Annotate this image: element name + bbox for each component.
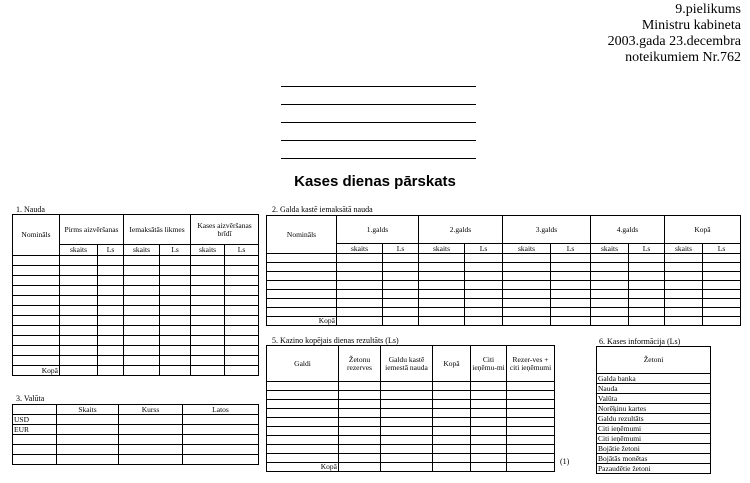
field-input-line[interactable]	[281, 86, 476, 87]
sub-ls: Ls	[225, 245, 259, 256]
table-row[interactable]	[267, 272, 741, 281]
info-label: Bojātie žetoni	[597, 444, 711, 454]
table-row[interactable]	[13, 425, 259, 435]
list-item[interactable]	[597, 414, 711, 424]
annex-regulation: noteikumiem Nr.762	[625, 50, 741, 65]
footnote-marker: (1)	[560, 457, 570, 466]
col-nominal: Nomināls	[267, 216, 337, 254]
col-table-3: 3.galds	[503, 216, 591, 244]
sub-count: skaits	[124, 245, 160, 256]
field-input-line[interactable]	[281, 104, 476, 105]
table-row[interactable]	[13, 296, 259, 306]
table-row[interactable]	[13, 306, 259, 316]
table-row[interactable]	[13, 435, 259, 445]
col-other-income: Citi ieņēmu-mi	[471, 346, 507, 382]
col-nominal: Nomināls	[13, 215, 60, 256]
col-table-2: 2.galds	[419, 216, 503, 244]
document-title: Kases dienas pārskats	[294, 173, 456, 190]
cash-table	[12, 214, 259, 376]
col-reserves-plus-income: Rezer-ves + citi ieņēmumi	[507, 346, 555, 382]
table-row[interactable]	[13, 346, 259, 356]
list-item[interactable]	[597, 404, 711, 414]
table-row[interactable]	[13, 445, 259, 455]
col-table-box-cash: Galdu kastē iemestā nauda	[381, 346, 433, 382]
col-at-closing: Kases aizvēršanas brīdī	[191, 215, 259, 245]
casino-result-table	[266, 345, 555, 472]
table-row[interactable]	[13, 316, 259, 326]
table-row[interactable]	[13, 326, 259, 336]
annex-number: 9.pielikums	[675, 2, 741, 17]
sub-ls: Ls	[98, 245, 124, 256]
section-1-label: 1. Nauda	[16, 205, 45, 214]
section-3-label: 3. Valūta	[16, 394, 45, 403]
total-label: Kopā	[267, 463, 339, 472]
list-item[interactable]	[597, 424, 711, 434]
info-label: Citi ieņēmumi	[597, 424, 711, 434]
sub-count: skaits	[337, 244, 383, 254]
info-label: Galda banka	[597, 374, 711, 384]
sub-ls: Ls	[160, 245, 191, 256]
info-label: Galdu rezultāts	[597, 414, 711, 424]
table-row[interactable]	[267, 427, 555, 436]
list-item[interactable]	[597, 394, 711, 404]
table-row[interactable]	[13, 455, 259, 465]
col-before-closing: Pirms aizvēršanas	[60, 215, 124, 245]
table-row[interactable]	[13, 356, 259, 366]
table-row[interactable]	[267, 299, 741, 308]
info-label: Citi ieņēmumi	[597, 434, 711, 444]
col-paid-bets: Iemaksātās likmes	[124, 215, 191, 245]
field-input-line[interactable]	[281, 158, 476, 159]
section-5-label: 5. Kazino kopējais dienas rezultāts (Ls)	[272, 336, 399, 345]
total-row[interactable]	[267, 317, 741, 326]
col-chip-reserves: Žetonu rezerves	[339, 346, 381, 382]
cash-info-table	[596, 346, 711, 474]
info-label: Valūta	[597, 394, 711, 404]
table-row[interactable]	[13, 276, 259, 286]
table-row[interactable]	[267, 409, 555, 418]
table-row[interactable]	[267, 308, 741, 317]
table-row[interactable]	[267, 454, 555, 463]
table-row[interactable]	[13, 336, 259, 346]
section-2-label: 2. Galda kastē iemaksātā nauda	[272, 205, 373, 214]
list-item[interactable]	[597, 464, 711, 474]
currency-code: EUR	[13, 425, 57, 435]
sub-count: skaits	[591, 244, 629, 254]
table-row[interactable]	[267, 263, 741, 272]
table-box-cash-table	[266, 215, 741, 326]
table-row[interactable]	[13, 266, 259, 276]
list-item[interactable]	[597, 444, 711, 454]
currency-table	[12, 404, 259, 465]
col-count: Skaits	[57, 405, 119, 415]
table-row[interactable]	[267, 382, 555, 391]
sub-count: skaits	[60, 245, 98, 256]
table-row[interactable]	[267, 445, 555, 454]
table-row[interactable]	[267, 400, 555, 409]
table-row[interactable]	[267, 281, 741, 290]
table-row[interactable]	[267, 436, 555, 445]
sub-ls: Ls	[383, 244, 419, 254]
info-label: Norēķinu kartes	[597, 404, 711, 414]
table-row[interactable]	[267, 418, 555, 427]
total-label: Kopā	[267, 317, 337, 326]
sub-ls: Ls	[629, 244, 665, 254]
total-row[interactable]	[13, 366, 259, 376]
sub-count: skaits	[419, 244, 465, 254]
col-total: Kopā	[665, 216, 741, 244]
col-rate: Kurss	[119, 405, 183, 415]
info-label: Bojātās monētas	[597, 454, 711, 464]
sub-count: skaits	[191, 245, 225, 256]
col-table-1: 1.galds	[337, 216, 419, 244]
total-row[interactable]	[267, 463, 555, 472]
list-item[interactable]	[597, 454, 711, 464]
col-tables: Galdi	[267, 346, 339, 382]
col-table-4: 4.galds	[591, 216, 665, 244]
sub-ls: Ls	[703, 244, 741, 254]
field-input-line[interactable]	[281, 122, 476, 123]
sub-count: skaits	[665, 244, 703, 254]
col-total: Kopā	[433, 346, 471, 382]
table-row[interactable]	[13, 256, 259, 266]
list-item[interactable]	[597, 374, 711, 384]
info-label: Pazaudētie žetoni	[597, 464, 711, 474]
list-item[interactable]	[597, 384, 711, 394]
list-item[interactable]	[597, 434, 711, 444]
sub-count: skaits	[503, 244, 551, 254]
table-row[interactable]	[267, 391, 555, 400]
section-6-label: 6. Kases informācija (Ls)	[599, 337, 681, 346]
table-row[interactable]	[13, 415, 259, 425]
total-label: Kopā	[13, 366, 60, 376]
currency-code: USD	[13, 415, 57, 425]
annex-issuer: Ministru kabineta	[641, 18, 741, 33]
field-input-line[interactable]	[281, 140, 476, 141]
info-label: Nauda	[597, 384, 711, 394]
annex-reference	[608, 2, 741, 66]
table-row[interactable]	[267, 254, 741, 263]
table-row[interactable]	[13, 286, 259, 296]
col-chips: Žetoni	[597, 347, 711, 374]
table-row[interactable]	[267, 290, 741, 299]
col-in-lats: Latos	[183, 405, 259, 415]
annex-date: 2003.gada 23.decembra	[607, 34, 741, 49]
sub-ls: Ls	[551, 244, 591, 254]
sub-ls: Ls	[465, 244, 503, 254]
